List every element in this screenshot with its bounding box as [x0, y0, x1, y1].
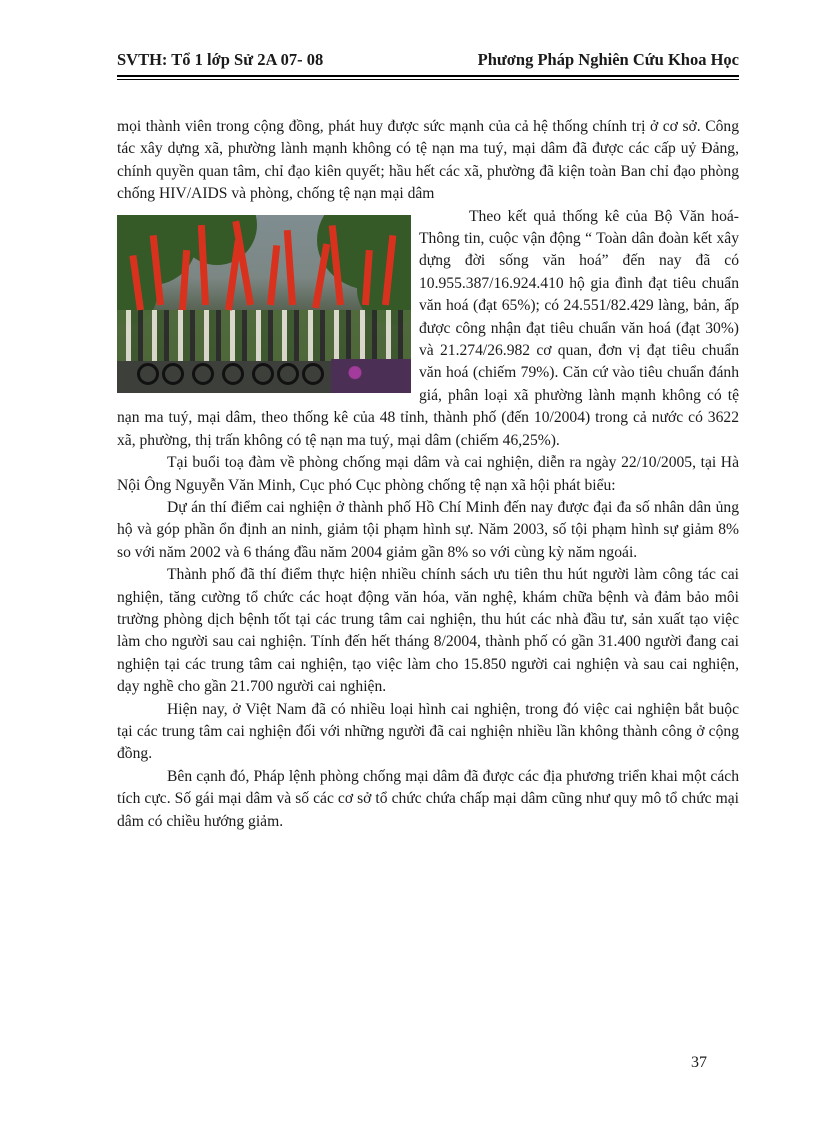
paragraph-2-text: Theo kết quả thống kê của Bộ Văn hoá- Thông tin, cuộc vận động “ Toàn dân đoàn kết xây dựng đời sống văn hoá” đến nay đã có 10.955.387/16.924.410 hộ gia đình đạt tiêu chuẩn văn hoá (đạt 65%); có 24.551/82.429 làng, bản, ấp được công nhận đạt tiêu chuẩn văn hoá (đạt 30%) và 21.274/26.982 cơ quan, đơn vị đạt tiêu chuẩn văn hoá (chiếm 79%). Căn cứ vào tiêu chuẩn đánh giá, phân loại xã phường lành mạnh không có tệ nạn ma tuý, mại dâm, theo thống kê của 48 tỉnh, thành phố (đến 10/2004) trong cả nước có 3622 xã, phường, thị trấn không có tệ nạn ma tuý, mại dâm (chiếm 46,25%).: [117, 207, 739, 449]
paragraph-7: Bên cạnh đó, Pháp lệnh phòng chống mại dâm đã được các địa phương triển khai một cách tích cực. Số gái mại dâm và số các cơ sở tổ chức chứa chấp mại dâm cũng như quy mô tổ chức mại dâm có chiều hướng giảm.: [117, 767, 739, 830]
header-rule-thick: [117, 75, 739, 77]
header-rule-thin: [117, 79, 739, 80]
motorbike-wheel: [252, 363, 274, 385]
motorbike-wheel: [277, 363, 299, 385]
motorbike-wheel: [192, 363, 214, 385]
paragraph-2-intro: [117, 206, 739, 452]
page-header: [117, 50, 739, 76]
motorbike-wheel: [162, 363, 184, 385]
header-author: SVTH: Tổ 1 lớp Sử 2A 07- 08: [117, 50, 324, 69]
paragraph-1: mọi thành viên trong cộng đồng, phát huy được sức mạnh của cả hệ thống chính trị ở cơ sở. Công tác xây dựng xã, phường lành mạnh không có tệ nạn ma tuý, mại dâm đã được các cấp uỷ Đảng, chính quyền quan tâm, chỉ đạo kiên quyết; hầu hết các xã, phường đã kiện toàn Ban chỉ đạo phòng chống HIV/AIDS và phòng, chống tệ nạn mại dâm: [117, 118, 739, 203]
parade-photo: [117, 215, 411, 393]
flower-hedge: [331, 359, 411, 393]
paragraph-3: Tại buổi toạ đàm về phòng chống mại dâm và cai nghiện, diễn ra ngày 22/10/2005, tại Hà Nội Ông Nguyễn Văn Minh, Cục phó Cục phòng chống tệ nạn xã hội phát biểu:: [117, 454, 739, 494]
page-number: 37: [691, 1054, 707, 1071]
paragraph-6: Hiện nay, ở Việt Nam đã có nhiều loại hình cai nghiện, trong đó việc cai nghiện bắt buộc tại các trung tâm cai nghiện đối với những người đã cai nghiện nhiều lần không thành công ở cộng đồng.: [117, 700, 739, 763]
document-body: [117, 116, 739, 833]
red-flag: [312, 243, 330, 308]
motorbike-wheel: [222, 363, 244, 385]
paragraph-4: Dự án thí điểm cai nghiện ở thành phố Hồ Chí Minh đến nay được đại đa số nhân dân ủng hộ và góp phần ổn định an ninh, giảm tội phạm hình sự. Năm 2003, số tội phạm hình sự giảm 8% so với năm 2002 và 6 tháng đầu năm 2004 giảm gần 8% so với cùng kỳ năm ngoái.: [117, 498, 739, 561]
header-course-title: Phương Pháp Nghiên Cứu Khoa Học: [477, 50, 739, 69]
red-flag: [267, 245, 280, 305]
paragraph-5: Thành phố đã thí điểm thực hiện nhiều chính sách ưu tiên thu hút người làm công tác cai nghiện, tăng cường tổ chức các hoạt động văn hóa, văn nghệ, khám chữa bệnh và đảm bảo môi trường phòng dịch bệnh tốt tại các trung tâm cai nghiện, thu hút các nhà đầu tư, sản xuất tạo việc làm cho người sau cai nghiện. Tính đến hết tháng 8/2004, thành phố có gần 31.400 người đang cai nghiện tại các trung tâm cai nghiện, tạo việc làm cho 15.850 người cai nghiện và sau cai nghiện, dạy nghề cho gần 21.700 người cai nghiện.: [117, 566, 739, 696]
motorbike-wheel: [137, 363, 159, 385]
red-flag: [284, 230, 296, 305]
motorbike-wheel: [302, 363, 324, 385]
